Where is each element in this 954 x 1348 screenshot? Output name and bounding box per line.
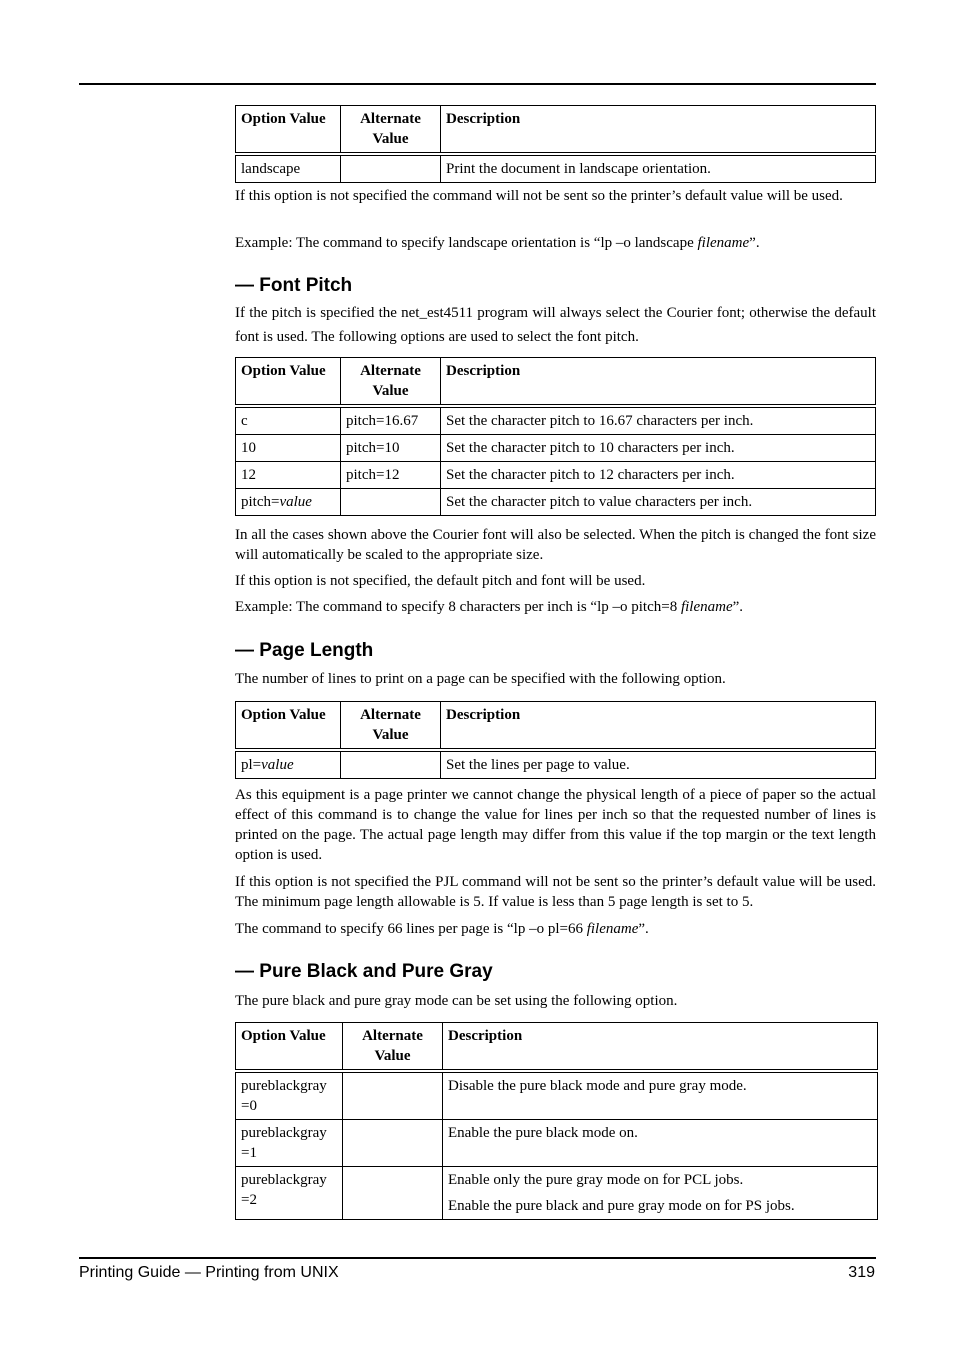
footer-title: Printing Guide — Printing from UNIX	[79, 1264, 339, 1281]
col-alternate-header: Alternate Value	[343, 1023, 443, 1072]
page-length-heading: — Page Length	[235, 640, 374, 661]
alternate-cell: pitch=16.67	[341, 406, 441, 435]
col-option-header: Option Value	[236, 106, 341, 155]
alternate-cell	[341, 154, 441, 183]
col-option-header: Option Value	[236, 1023, 343, 1072]
description-cell: Print the document in landscape orientation.	[441, 154, 876, 183]
table-row	[236, 1167, 878, 1220]
alternate-cell	[341, 750, 441, 779]
footer-rule	[79, 1257, 876, 1259]
page-length-example: The command to specify 66 lines per page is “lp –o pl=66 filename”.	[235, 921, 649, 937]
option-cell: pureblackgray =1	[236, 1120, 343, 1167]
col-description-header: Description	[441, 106, 876, 155]
alternate-cell	[343, 1167, 443, 1220]
description-cell: Set the character pitch to value characters per inch.	[441, 489, 876, 516]
table-row	[236, 1071, 878, 1120]
font-pitch-table	[235, 357, 876, 516]
orientation-table	[235, 105, 876, 183]
option-cell: 12	[236, 462, 341, 489]
option-cell: landscape	[236, 154, 341, 183]
option-cell: 10	[236, 435, 341, 462]
table-row	[236, 406, 876, 435]
font-pitch-note-1: In all the cases shown above the Courier font will also be selected. When the pitch is changed the font size will automatically be scaled to the appropriate size.	[235, 527, 876, 563]
orientation-table-block	[235, 105, 876, 183]
description-cell: Set the lines per page to value.	[441, 750, 876, 779]
pure-black-intro: The pure black and pure gray mode can be set using the following option.	[235, 993, 678, 1009]
col-option-header: Option Value	[236, 358, 341, 407]
description-cell: Set the character pitch to 12 characters per inch.	[441, 462, 876, 489]
option-cell: pl=value	[236, 750, 341, 779]
page-length-intro: The number of lines to print on a page can be specified with the following option.	[235, 671, 726, 687]
table-row	[236, 462, 876, 489]
orientation-note: If this option is not specified the command will not be sent so the printer’s default value will be used.	[235, 188, 843, 204]
description-cell: Enable the pure black mode on.	[443, 1120, 878, 1167]
option-cell: pureblackgray =2	[236, 1167, 343, 1220]
alternate-cell: pitch=10	[341, 435, 441, 462]
header-rule	[79, 83, 876, 85]
page-number: 319	[848, 1264, 875, 1281]
font-pitch-intro: If the pitch is specified the net_est4511 program will always select the Courier font; otherwise the default font is used. The following options are used to select the font pitch.	[235, 305, 876, 345]
description-cell: Enable only the pure gray mode on for PCL jobs. Enable the pure black and pure gray mode on for PS jobs.	[443, 1167, 878, 1220]
table-row	[236, 750, 876, 779]
page-length-note-2: If this option is not specified the PJL command will not be sent so the printer’s default value will be used. The minimum page length allowable is 5. If value is less than 5 page length is set to 5.	[235, 874, 876, 910]
pure-black-table-block	[235, 1022, 878, 1220]
orientation-example: Example: The command to specify landscape orientation is “lp –o landscape filename”.	[235, 235, 760, 251]
col-alternate-header: Alternate Value	[341, 358, 441, 407]
table-row	[236, 489, 876, 516]
col-description-header: Description	[441, 702, 876, 751]
page-length-table	[235, 701, 876, 779]
alternate-cell	[341, 489, 441, 516]
font-pitch-table-block	[235, 357, 876, 516]
option-cell: c	[236, 406, 341, 435]
description-cell: Set the character pitch to 16.67 characters per inch.	[441, 406, 876, 435]
page-length-note-1: As this equipment is a page printer we cannot change the physical length of a piece of paper so the actual effect of this command is to change the value for lines per inch so that the requested number of lines is printed on the page. The actual page length may differ from this value if the top margin or the text length option is used.	[235, 787, 876, 863]
table-row	[236, 1120, 878, 1167]
pure-black-table	[235, 1022, 878, 1220]
font-pitch-note-2: If this option is not specified, the default pitch and font will be used.	[235, 573, 646, 589]
col-alternate-header: Alternate Value	[341, 702, 441, 751]
description-cell: Set the character pitch to 10 characters per inch.	[441, 435, 876, 462]
font-pitch-example: Example: The command to specify 8 characters per inch is “lp –o pitch=8 filename”.	[235, 599, 744, 615]
pure-black-heading: — Pure Black and Pure Gray	[235, 961, 493, 982]
table-row	[236, 435, 876, 462]
col-description-header: Description	[443, 1023, 878, 1072]
font-pitch-heading: — Font Pitch	[235, 275, 353, 296]
page-length-table-block	[235, 701, 876, 779]
option-cell: pureblackgray =0	[236, 1071, 343, 1120]
col-option-header: Option Value	[236, 702, 341, 751]
col-alternate-header: Alternate Value	[341, 106, 441, 155]
option-cell: pitch=value	[236, 489, 341, 516]
alternate-cell: pitch=12	[341, 462, 441, 489]
col-description-header: Description	[441, 358, 876, 407]
alternate-cell	[343, 1120, 443, 1167]
alternate-cell	[343, 1071, 443, 1120]
description-cell: Disable the pure black mode and pure gray mode.	[443, 1071, 878, 1120]
table-row	[236, 154, 876, 183]
